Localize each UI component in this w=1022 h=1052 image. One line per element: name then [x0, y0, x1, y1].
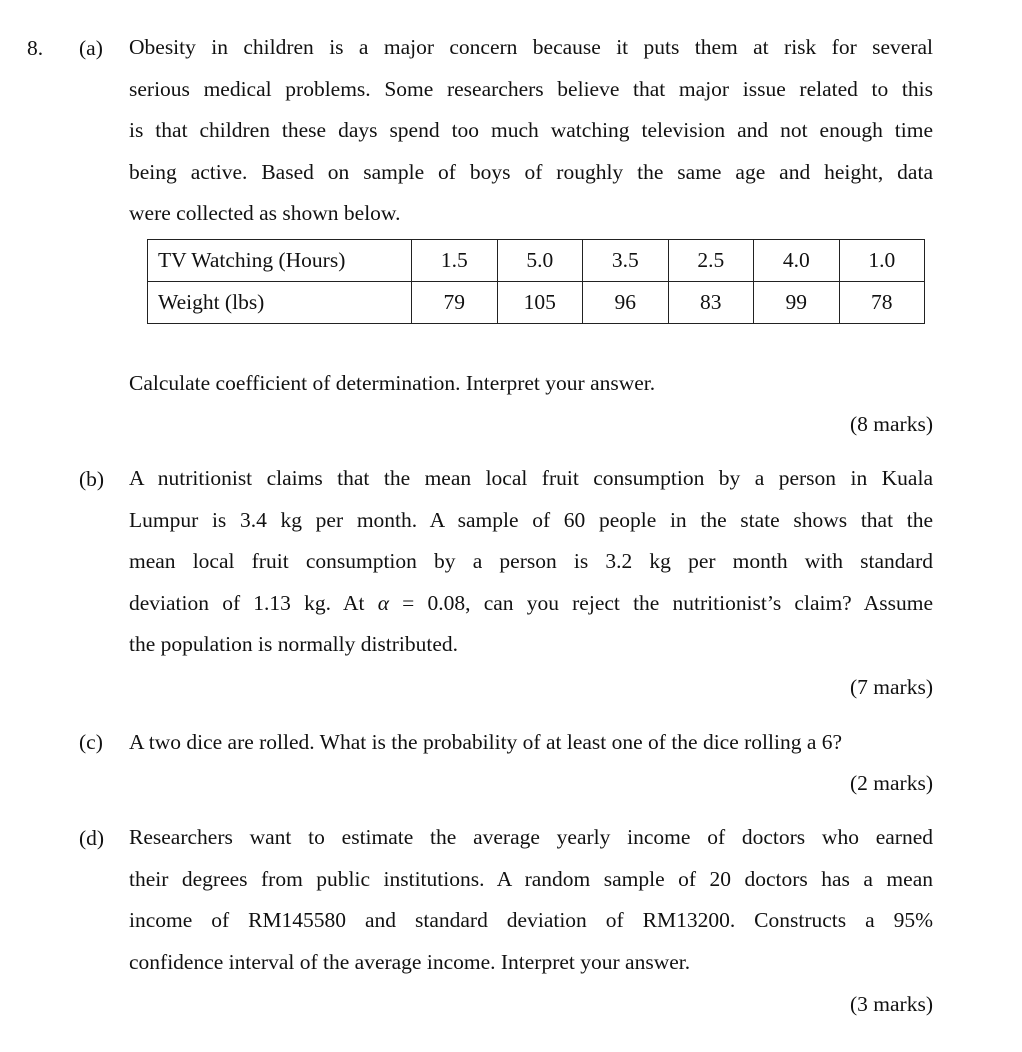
part-b-text	[129, 458, 933, 666]
part-b-line-3: mean local fruit consumption by a person is 3.2 kg per month with standard	[129, 549, 933, 573]
table-row-tv-hours	[148, 240, 925, 282]
part-a-instruction: Calculate coefficient of determination. Interpret your answer.	[129, 371, 656, 395]
part-b-label: (b)	[79, 467, 105, 491]
part-a-line-4: being active. Based on sample of boys of roughly the same age and height, data	[129, 159, 933, 184]
part-b-line-4-end: , can you reject the nutritionist’s claim? Assume	[465, 590, 934, 615]
table-cell: 4.0	[754, 240, 840, 282]
table-cell: 3.5	[583, 240, 669, 282]
part-a-marks: (8 marks)	[850, 412, 933, 436]
table-cell: 78	[839, 282, 925, 324]
table-cell: 99	[754, 282, 840, 324]
part-d-line-3: income of RM145580 and standard deviation of RM13200. Constructs a 95%	[129, 908, 933, 932]
part-b-line-2: Lumpur is 3.4 kg per month. A sample of 60 people in the state shows that the	[129, 507, 933, 532]
part-c-text: A two dice are rolled. What is the probability of at least one of the dice rolling a 6?	[129, 730, 843, 754]
table-cell: 1.0	[839, 240, 925, 282]
part-b-marks: (7 marks)	[850, 675, 933, 699]
table-cell: 83	[668, 282, 754, 324]
part-d-label: (d)	[79, 826, 105, 850]
part-d-line-4: confidence interval of the average income. Interpret your answer.	[129, 949, 691, 974]
part-b-line-5: the population is normally distributed.	[129, 632, 459, 656]
part-a-text	[129, 27, 933, 235]
part-a-line-1: Obesity in children is a major concern because it puts them at risk for several	[129, 35, 933, 59]
part-b-line-4	[129, 583, 933, 625]
table-cell: 5.0	[497, 240, 583, 282]
part-d-line-2: their degrees from public institutions. A random sample of 20 doctors has a mean	[129, 866, 933, 891]
alpha-symbol: α	[377, 590, 389, 615]
part-a-label: (a)	[79, 36, 103, 60]
data-table	[147, 239, 925, 324]
table-cell: 2.5	[668, 240, 754, 282]
table-row-header: TV Watching (Hours)	[148, 240, 412, 282]
part-c-label: (c)	[79, 730, 103, 754]
part-c-marks: (2 marks)	[850, 771, 933, 795]
part-b-line-4-start: deviation of 1.13 kg. At	[129, 590, 378, 615]
part-d-marks: (3 marks)	[850, 992, 933, 1016]
part-a-line-2: serious medical problems. Some researchers believe that major issue related to this	[129, 76, 933, 101]
part-d-line-1: Researchers want to estimate the average yearly income of doctors who earned	[129, 825, 933, 849]
part-d-text	[129, 817, 933, 983]
table-cell: 96	[583, 282, 669, 324]
table-cell: 105	[497, 282, 583, 324]
part-a-line-3: is that children these days spend too much watching television and not enough time	[129, 118, 933, 142]
question-number: 8.	[27, 36, 44, 60]
table-row-weight	[148, 282, 925, 324]
alpha-value: = 0.08	[388, 590, 466, 615]
part-b-line-1: A nutritionist claims that the mean local fruit consumption by a person in Kuala	[129, 466, 933, 490]
table-row-header: Weight (lbs)	[148, 282, 412, 324]
part-a-line-5: were collected as shown below.	[129, 201, 401, 225]
table-cell: 1.5	[412, 240, 498, 282]
table-cell: 79	[412, 282, 498, 324]
